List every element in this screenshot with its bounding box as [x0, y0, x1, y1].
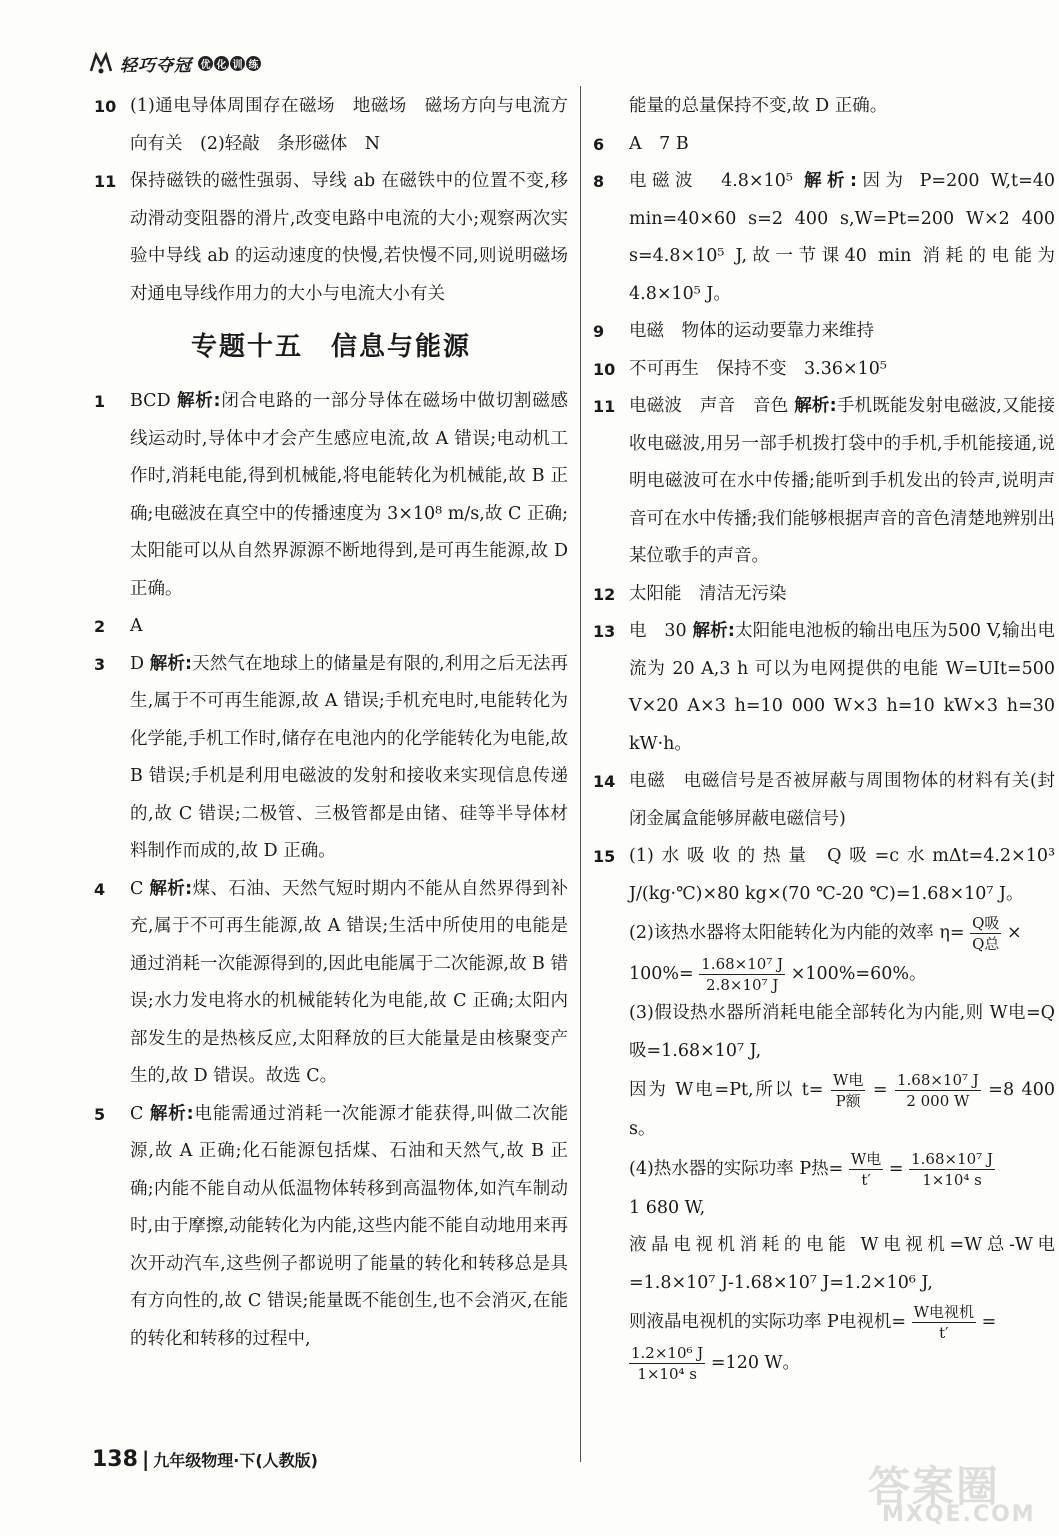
- brand-logo-icon: [88, 51, 114, 75]
- item-number: 10: [593, 359, 616, 379]
- item-answer: BCD: [130, 391, 171, 411]
- answer-item: [94, 871, 568, 1096]
- item-text: 因为 P=200 W,t=40 min=40×60 s=2 400 s,W=Pt=200 W×2 400 s=4.8×10⁵ J,故一节课40 min 消耗的电能为 4.8×10⁵ J。: [629, 171, 1056, 304]
- answer-item: [94, 1096, 568, 1359]
- item-answer: 电磁波 4.8×10⁵: [629, 171, 793, 191]
- item-text: 不可再生 保持不变 3.36×10⁵: [629, 358, 887, 379]
- brand-subtitle: 优 化 训 练: [198, 56, 261, 71]
- item-text: 天然气在地球上的储量是有限的,利用之后无法再生,属于不可再生能源,故 A 错误;手机充电时,电能转化为化学能,手机工作时,储存在电池内的化学能转化为电能,故 B 错误;手机是利用电磁波的发射和接收来实现信息传递的,故 C 错误;二极管、三极管都是由锗、硅等半导体材料制作而成的,故 D 正确。: [130, 653, 568, 861]
- answer-item: [593, 351, 1055, 389]
- power-fraction: $\frac{\text{W电}}{t'}$: [850, 1149, 882, 1189]
- analysis-label: 解析:: [803, 171, 857, 191]
- item-text: 闭合电路的一部分导体在磁场中做切割磁感线运动时,导体中才会产生感应电流,故 A 错误;电动机工作时,消耗电能,得到机械能,将电能转化为机械能,故 B 正确;电磁波在真空中的传播速度为 3×10⁸ m/s,故 C 正确;太阳能可以从自然界源源不断地得到,是可再生能源,故 D 正确。: [130, 391, 568, 599]
- item-number: 13: [593, 622, 616, 641]
- page-number: 138: [92, 1447, 138, 1472]
- answer-item: [94, 383, 568, 608]
- q15-part7: $\frac{\text{1.2×10⁶ J}}{\text{1×10⁴ s}}$ =120 W。: [631, 1344, 801, 1383]
- item-text: 太阳能电池板的输出电压为500 V,输出电流为 20 A,3 h 可以为电网提供的电能 W=UIt=500 V×20 A×3 h=10 000 W×3 h=10 kW×3 h=30 kW·h。: [629, 621, 1055, 754]
- brand-name: 轻巧夺冠: [120, 55, 192, 76]
- heat-fraction: $\frac{\text{1.68×10⁷ J}}{\text{2.8×10⁷ J}}$: [701, 955, 784, 994]
- analysis-label: 解析:: [794, 396, 837, 416]
- item-number: 14: [593, 772, 616, 791]
- power-value-fraction: $\frac{\text{1.68×10⁷ J}}{\text{1×10⁴ s}}$: [911, 1149, 993, 1189]
- item-number: 4: [94, 879, 106, 899]
- item-number: 2: [94, 617, 106, 636]
- item-answer: C: [130, 878, 144, 899]
- item-text: 煤、石油、天然气短时期内不能从自然界得到补充,属于不可再生能源,故 A 错误;生活中所使用的电能是通过消耗一次能源得到的,因此电能属于二次能源,故 B 错误;水力发电将水的机械能转化为电能,故 C 正确;太阳内部发生的是热核反应,太阳释放的巨大能量是由核聚变产生的,故 D 错误。故选 C。: [130, 878, 568, 1086]
- item-answer: C: [130, 1103, 144, 1124]
- section-title: 专题十五 信息与能源: [190, 332, 471, 362]
- item-number: 1: [94, 392, 106, 411]
- answer-item: [94, 646, 568, 871]
- analysis-label: 解析:: [149, 1103, 194, 1124]
- item-answer: 电磁波 声音 音色: [629, 396, 789, 416]
- item-text: 保持磁铁的磁性强弱、导线 ab 在磁铁中的位置不变,移动滑动变阻器的滑片,改变电路中电流的大小;观察两次实验中导线 ab 的运动速度的快慢,若快慢不同,则说明磁场对通电导线作用力的大小与电流大小有关: [130, 171, 568, 304]
- tv-power-value-fraction: $\frac{\text{1.2×10⁶ J}}{\text{1×10⁴ s}}$: [631, 1344, 704, 1383]
- time-value-fraction: $\frac{\text{1.68×10⁷ J}}{2 000 W}$: [896, 1071, 979, 1110]
- item-answer: A: [130, 616, 143, 636]
- q15-part4: (4)热水器的实际功率 P热= $\frac{\text{W电}}{t'}$ = $\frac{\text{1.68×10⁷ J}}{\text{1×10⁴ s}}$: [629, 1149, 993, 1189]
- footer-separator: |: [141, 1447, 150, 1471]
- answer-item: [593, 576, 1055, 614]
- item-number: 5: [94, 1104, 106, 1124]
- time-fraction: $\frac{\text{W电}}{\text{P额}}$: [832, 1071, 864, 1110]
- item-text: 太阳能 清洁无污染: [629, 583, 787, 604]
- answer-item: [593, 388, 1055, 576]
- left-column: [94, 88, 568, 1358]
- answer-item: [593, 163, 1055, 313]
- item-number: 11: [593, 397, 616, 416]
- watermark-logo-text: 答案圈: [868, 1462, 1001, 1511]
- page-footer: [92, 1447, 318, 1472]
- q15-part3: (3)假设热水器所消耗电能全部转化为内能,则 W电=Q吸=1.68×10⁷ J,: [629, 1003, 1055, 1061]
- q15-part6: 则液晶电视机的实际功率 P电视机= $\frac{\text{W电视机}}{t'}$ =: [629, 1303, 997, 1342]
- item-number: 12: [593, 584, 616, 604]
- item-number: 8: [593, 172, 605, 191]
- answer-item: [593, 313, 1055, 351]
- q15-part2: (2)该热水器将太阳能转化为内能的效率 η= $\frac{\text{Q吸}}{\text{Q总}}$ ×: [629, 914, 1022, 953]
- q15-part1: (1)水吸收的热量 Q吸=c水mΔt=4.2×10³ J/(kg·℃)×80 kg×(70 ℃-20 ℃)=1.68×10⁷ J。: [629, 846, 1055, 904]
- watermark-url: MXQE.COM: [882, 1502, 1036, 1527]
- analysis-label: 解析:: [176, 391, 221, 411]
- answer-item: [593, 126, 1055, 164]
- analysis-label: 解析:: [149, 878, 193, 899]
- page-header: [88, 48, 261, 78]
- item-number: 11: [94, 172, 117, 191]
- continuation-text: 能量的总量保持不变,故 D 正确。: [629, 96, 888, 116]
- item-text: A 7 B: [629, 133, 689, 154]
- analysis-label: 解析:: [692, 621, 735, 641]
- item-number: 3: [94, 654, 106, 674]
- answer-item: [94, 163, 568, 313]
- efficiency-fraction: $\frac{\text{Q吸}}{\text{Q总}}$: [972, 914, 1000, 953]
- q15-part3-time: 因为 W电=Pt,所以 t= $\frac{\text{W电}}{\text{P额}}$ = $\frac{\text{1.68×10⁷ J}}{2 000 W}$ =8 400 s。: [629, 1071, 1055, 1139]
- right-column: [593, 88, 1055, 1384]
- answer-item: [94, 608, 568, 646]
- book-title: 九年级物理·下(人教版): [153, 1451, 318, 1470]
- item-text: 电能需通过消耗一次能源才能获得,叫做二次能源,故 A 正确;化石能源包括煤、石油和天然气,故 B 正确;内能不能自动从低温物体转移到高温物体,如汽车制动时,由于摩擦,动能转化为内能,这些内能不能自动地用来再次开动汽车,这些例子都说明了能量的转化和转移总是具有方向性的,故 C 错误;能量既不能创生,也不会消灭,在能的转化和转移的过程中,: [130, 1103, 569, 1349]
- item-number: 10: [94, 97, 117, 116]
- item-answer: D: [130, 653, 145, 674]
- q15-part2-result: 100%= $\frac{\text{1.68×10⁷ J}}{\text{2.8×10⁷ J}}$ ×100%=60%。: [629, 955, 927, 994]
- answer-item: [593, 613, 1055, 763]
- item-text: 电磁 电磁信号是否被屏蔽与周围物体的材料有关(封闭金属盒能够屏蔽电磁信号): [629, 771, 1055, 829]
- item-text: 电磁 物体的运动要靠力来维持: [629, 321, 874, 341]
- q15-part4-result: 1 680 W,: [629, 1197, 706, 1218]
- q15-part5: 液晶电视机消耗的电能 W电视机=W总-W电=1.8×10⁷ J-1.68×10⁷ J=1.2×10⁶ J,: [629, 1235, 1055, 1293]
- answer-item-15: [593, 838, 1055, 1384]
- tv-power-fraction: $\frac{\text{W电视机}}{t'}$: [913, 1303, 974, 1342]
- item-text: (1)通电导体周围存在磁场 地磁场 磁场方向与电流方向有关 (2)轻敲 条形磁体 N: [130, 96, 568, 154]
- watermark: [868, 1452, 1048, 1530]
- item-text: 手机既能发射电磁波,又能接收电磁波,用另一部手机拨打袋中的手机,手机能接通,说明电磁波可在水中传播;能听到手机发出的铃声,说明声音可在水中传播;我们能够根据声音的音色清楚地辨别出某位歌手的声音。: [629, 396, 1056, 566]
- item-number: 15: [593, 847, 616, 866]
- item-number: 6: [593, 134, 605, 154]
- answer-item: [593, 763, 1055, 838]
- column-divider: [580, 86, 581, 1462]
- item-answer: 电 30: [629, 621, 687, 641]
- answer-item: [94, 88, 568, 163]
- analysis-label: 解析:: [149, 653, 192, 674]
- item-number: 9: [593, 322, 605, 341]
